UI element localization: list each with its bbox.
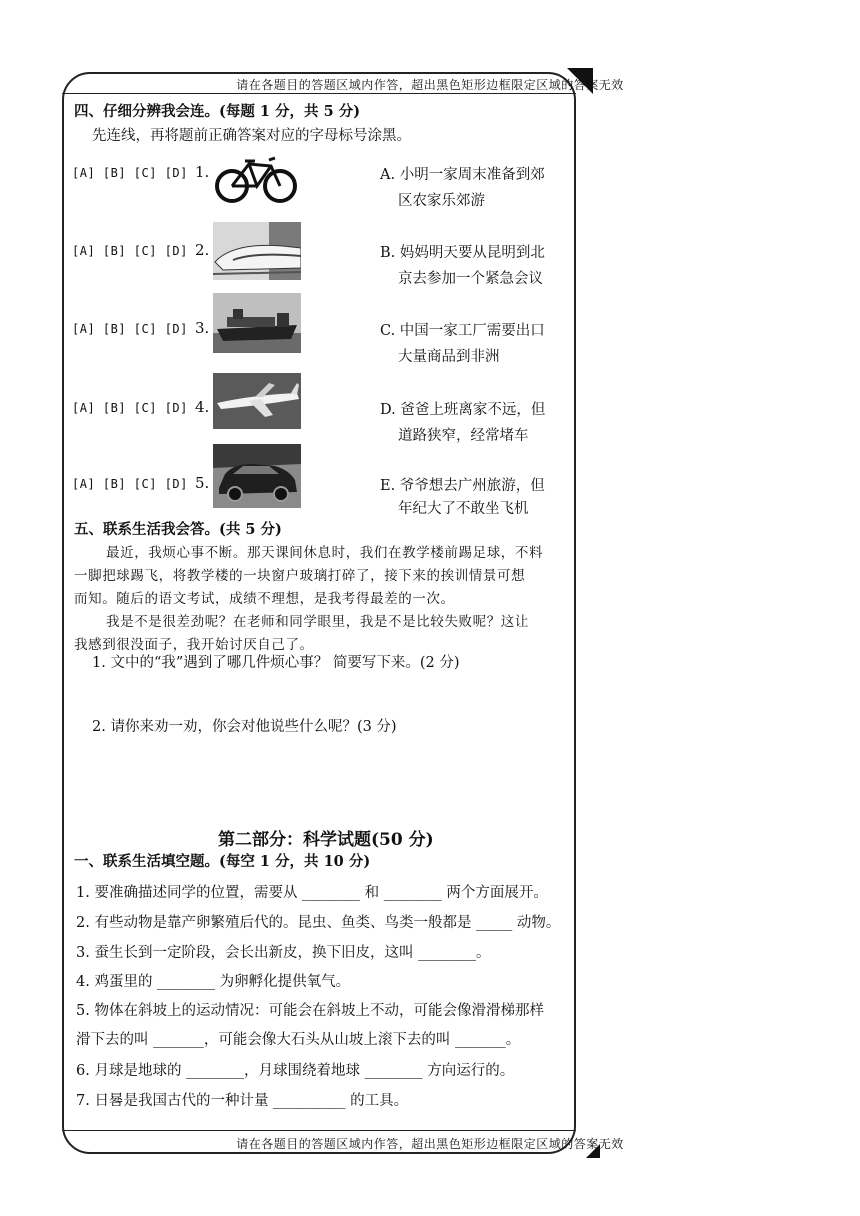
section5-question-1: 1. 文中的“我”遇到了哪几件烦心事？ 简要写下来。(2 分): [92, 655, 460, 671]
airplane-icon: [213, 373, 301, 429]
item-number: 4.: [195, 398, 210, 416]
part2-title: 第二部分：科学试题(50 分): [218, 830, 434, 850]
science-question-6: 6. 月球是地球的 ________，月球围绕着地球 ________ 方向运行的。: [76, 1063, 515, 1079]
footer-rule: [62, 1130, 576, 1131]
answer-bubbles[interactable]: [A] [B] [C] [D]: [72, 401, 188, 415]
car-icon: [213, 444, 301, 508]
option-a-line1: A. 小明一家周末准备到郊: [380, 167, 545, 183]
science-question-4: 4. 鸡蛋里的 ________ 为卵孵化提供氧气。: [76, 974, 351, 990]
option-e-line2: 年纪大了不敢坐飞机: [398, 501, 529, 517]
section5-title: 五、联系生活我会答。(共 5 分): [74, 521, 282, 538]
option-a-line2: 区农家乐郊游: [398, 193, 485, 209]
footer-notice: 请在各题目的答题区域内作答，超出黑色矩形边框限定区域的答案无效: [236, 1137, 624, 1151]
answer-bubbles[interactable]: [A] [B] [C] [D]: [72, 322, 188, 336]
answer-bubbles[interactable]: [A] [B] [C] [D]: [72, 244, 188, 258]
item-number: 3.: [195, 319, 210, 337]
option-b-line2: 京去参加一个紧急会议: [398, 271, 543, 287]
option-c-line2: 大量商品到非洲: [398, 349, 500, 365]
passage-line-3: 而知。随后的语文考试，成绩不理想，是我考得最差的一次。: [74, 591, 455, 607]
science-question-3: 3. 蚕生长到一定阶段，会长出新皮，换下旧皮，这叫 ________。: [76, 945, 491, 961]
answer-bubbles[interactable]: [A] [B] [C] [D]: [72, 166, 188, 180]
passage-line-4: 我是不是很差劲呢？在老师和同学眼里，我是不是比较失败呢？这让: [106, 614, 529, 630]
option-c-line1: C. 中国一家工厂需要出口: [380, 323, 545, 339]
header-rule: [62, 93, 576, 94]
item-number: 2.: [195, 241, 210, 259]
option-d-line1: D. 爸爸上班离家不远，但: [380, 402, 546, 418]
science-question-1: 1. 要准确描述同学的位置，需要从 ________ 和 ________ 两个方面展开。: [76, 885, 548, 901]
science-question-2: 2. 有些动物是靠产卵繁殖后代的。昆虫、鱼类、鸟类一般都是 _____ 动物。: [76, 915, 561, 931]
cargo-ship-icon: [213, 293, 301, 353]
answer-bubbles[interactable]: [A] [B] [C] [D]: [72, 477, 188, 491]
passage-line-5: 我感到很没面子，我开始讨厌自己了。: [74, 637, 314, 653]
option-b-line1: B. 妈妈明天要从昆明到北: [380, 245, 545, 261]
high-speed-train-icon: [213, 222, 301, 280]
bicycle-icon: [213, 152, 299, 206]
section4-title: 四、仔细分辨我会连。(每题 1 分，共 5 分): [74, 103, 361, 120]
science-question-5: 5. 物体在斜坡上的运动情况：可能会在斜坡上不动，可能会像滑滑梯那样: [76, 1003, 544, 1019]
header-notice: 请在各题目的答题区域内作答，超出黑色矩形边框限定区域的答案无效: [236, 78, 624, 92]
section5-question-2: 2. 请你来劝一劝，你会对他说些什么呢？(3 分): [92, 719, 397, 735]
passage-line-2: 一脚把球踢飞，将教学楼的一块窗户玻璃打碎了，接下来的挨训情景可想: [74, 568, 526, 584]
option-e-line1: E. 爷爷想去广州旅游，但: [380, 478, 545, 494]
option-d-line2: 道路狭窄，经常堵车: [398, 428, 529, 444]
science-question-5-continued: 滑下去的叫 _______，可能会像大石头从山坡上滚下去的叫 _______。: [76, 1032, 521, 1048]
passage-line-1: 最近，我烦心事不断。那天课间休息时，我们在教学楼前踢足球，不料: [106, 545, 544, 561]
item-number: 1.: [195, 163, 210, 181]
item-number: 5.: [195, 474, 210, 492]
science-section1-title: 一、联系生活填空题。(每空 1 分，共 10 分): [74, 853, 371, 870]
science-question-7: 7. 日晷是我国古代的一种计量 __________ 的工具。: [76, 1093, 409, 1109]
section4-instruction: 先连线，再将题前正确答案对应的字母标号涂黑。: [92, 128, 411, 144]
